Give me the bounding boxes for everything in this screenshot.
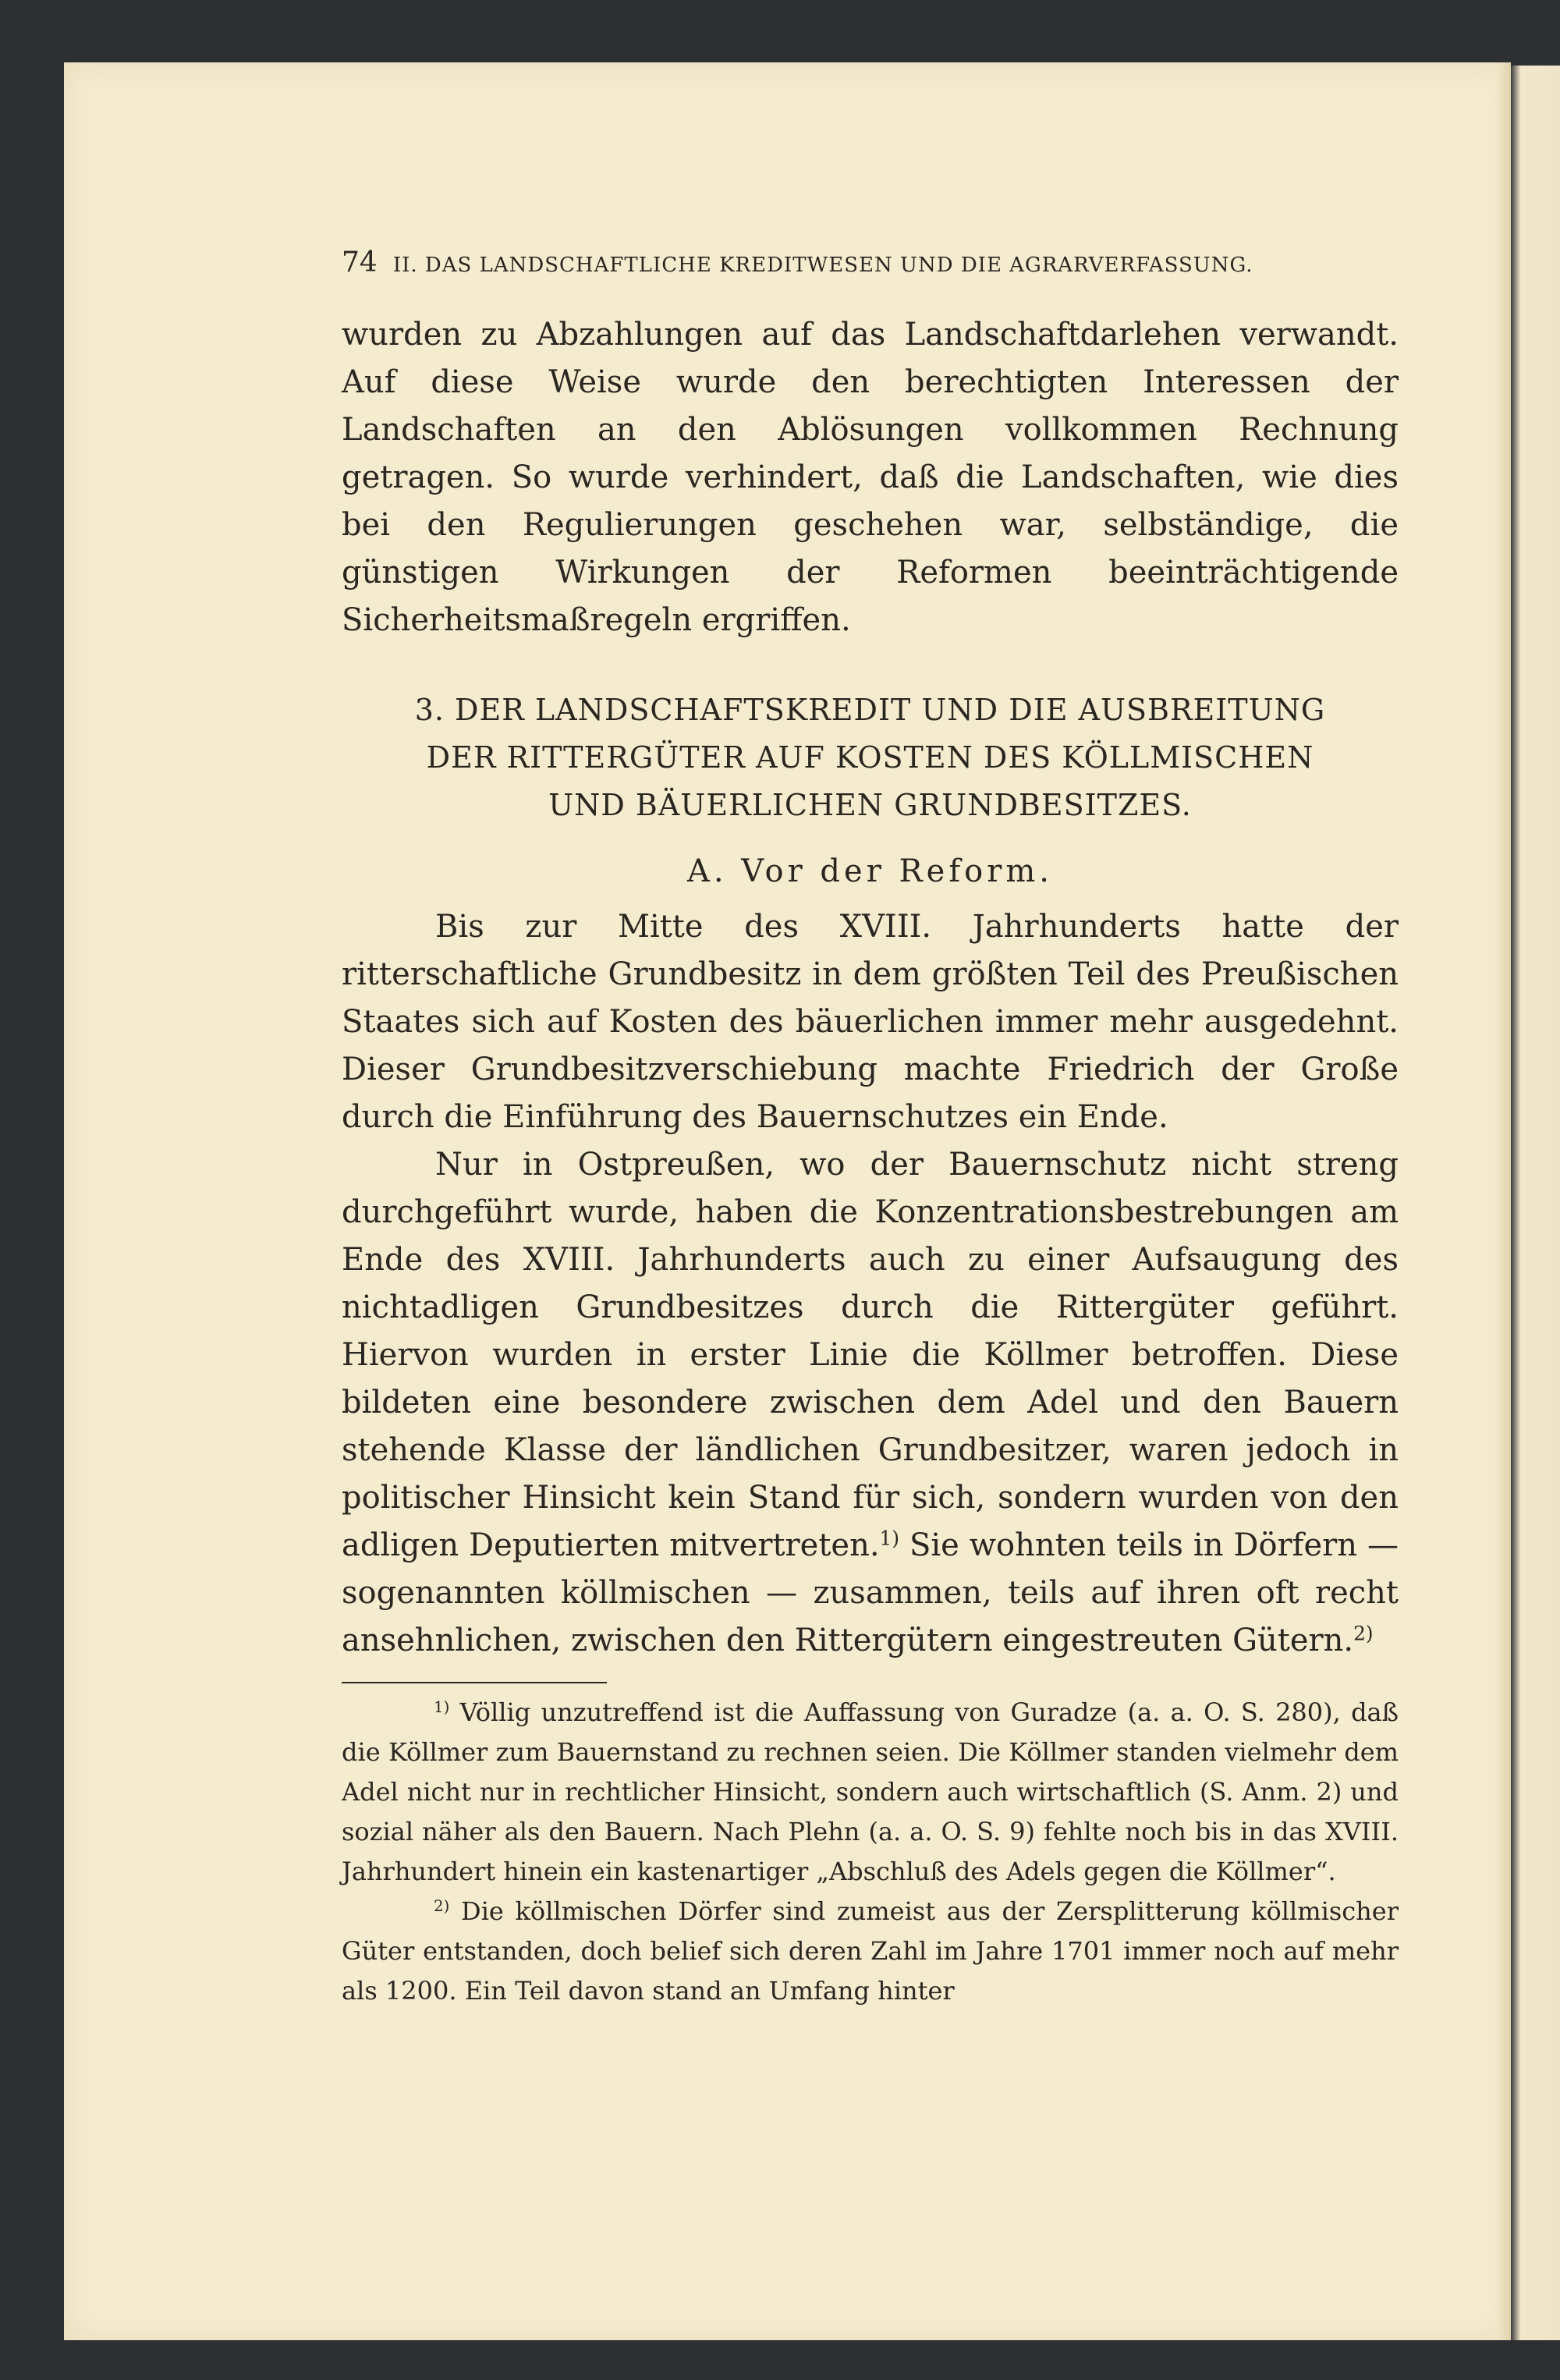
paragraph-1: Bis zur Mitte des XVIII. Jahrhunderts hatte der ritterschaftliche Grundbesitz in dem größten Teil des Preußischen Staates sich auf Kosten des bäuerlichen immer mehr ausgedehnt. Dieser Grundbesitzverschiebung machte Friedrich der Große durch die Einführung des Bauernschutzes ein Ende. (342, 909, 1399, 1135)
footnote-ref-2: 2) (1353, 1622, 1374, 1645)
footnote-2-text: Die köllmischen Dörfer sind zumeist aus der Zersplitterung köllmischer Güter entstanden, doch belief sich deren Zahl im Jahre 1701 immer noch auf mehr als 1200. Ein Teil davon stand an Umfang hinter (342, 1896, 1399, 2006)
paragraph-2 (342, 1141, 1399, 1665)
intro-paragraph: wurden zu Abzahlungen auf das Landschaftdarlehen verwandt. Auf diese Weise wurde den berechtigten Interessen der Landschaften an den Ablösungen vollkommen Rechnung getragen. So wurde verhindert, daß die Landschaften, wie dies bei den Regulierungen geschehen war, selbständige, die günstigen Wirkungen der Reformen beeinträchtigende Sicherheitsmaßregeln ergriffen. (342, 317, 1399, 638)
paragraph-2-text-a: Nur in Ostpreußen, wo der Bauernschutz nicht streng durchgeführt wurde, haben die Konzentrationsbestrebungen am Ende des XVIII. Jahrhunderts auch zu einer Aufsaugung des nichtadligen Grundbesitzes durch die Rittergüter geführt. Hiervon wurden in erster Linie die Köllmer betroffen. Diese bildeten eine besondere zwischen dem Adel und den Bauern stehende Klasse der ländlichen Grundbesitzer, waren jedoch in politischer Hinsicht kein Stand für sich, sondern wurden von den adligen Deputierten mitvertreten. (342, 1147, 1399, 1563)
paragraph-2-text-b: Sie wohnten teils in Dörfern — sogenannten köllmischen — zusammen, teils auf ihren oft recht ansehnlichen, zwischen den Rittergütern eingestreuten Gütern. (342, 1527, 1399, 1658)
section-heading-line-3: UND BÄUERLICHEN GRUNDBESITZES. (548, 788, 1192, 822)
footnote-1 (342, 1693, 1399, 1892)
subsection-heading: A. Vor der Reform. (686, 853, 1053, 889)
page-number: 74 (342, 247, 378, 278)
footnote-ref-1: 1) (879, 1527, 899, 1550)
section-heading (342, 686, 1399, 829)
footnote-1-text: Völlig unzutreffend ist die Auffassung von Guradze (a. a. O. S. 280), daß die Köllmer zum Bauernstand zu rechnen seien. Die Köllmer standen vielmehr dem Adel nicht nur in rechtlicher Hinsicht, sondern auch wirtschaftlich (S. Anm. 2) und sozial näher als den Bauern. Nach Plehn (a. a. O. S. 9) fehlte noch bis in das XVIII. Jahrhundert hinein ein kastenartiger „Abschluß des Adels gegen die Köllmer“. (342, 1697, 1399, 1886)
footnote-divider (342, 1682, 607, 1683)
footnote-1-marker: 1) (434, 1698, 450, 1717)
page-content (342, 243, 1399, 2011)
page-edge-shading (1498, 62, 1511, 2340)
section-heading-line-2: DER RITTERGÜTER AUF KOSTEN DES KÖLLMISCHEN (426, 740, 1314, 775)
section-heading-line-1: 3. DER LANDSCHAFTSKREDIT UND DIE AUSBREITUNG (414, 693, 1326, 727)
running-header (342, 243, 1399, 285)
adjacent-page-edge (1511, 66, 1560, 2340)
running-title: II. DAS LANDSCHAFTLICHE KREDITWESEN UND DIE AGRARVERFASSUNG. (392, 254, 1253, 277)
footnote-2-marker: 2) (434, 1897, 450, 1916)
footnote-2 (342, 1892, 1399, 2011)
